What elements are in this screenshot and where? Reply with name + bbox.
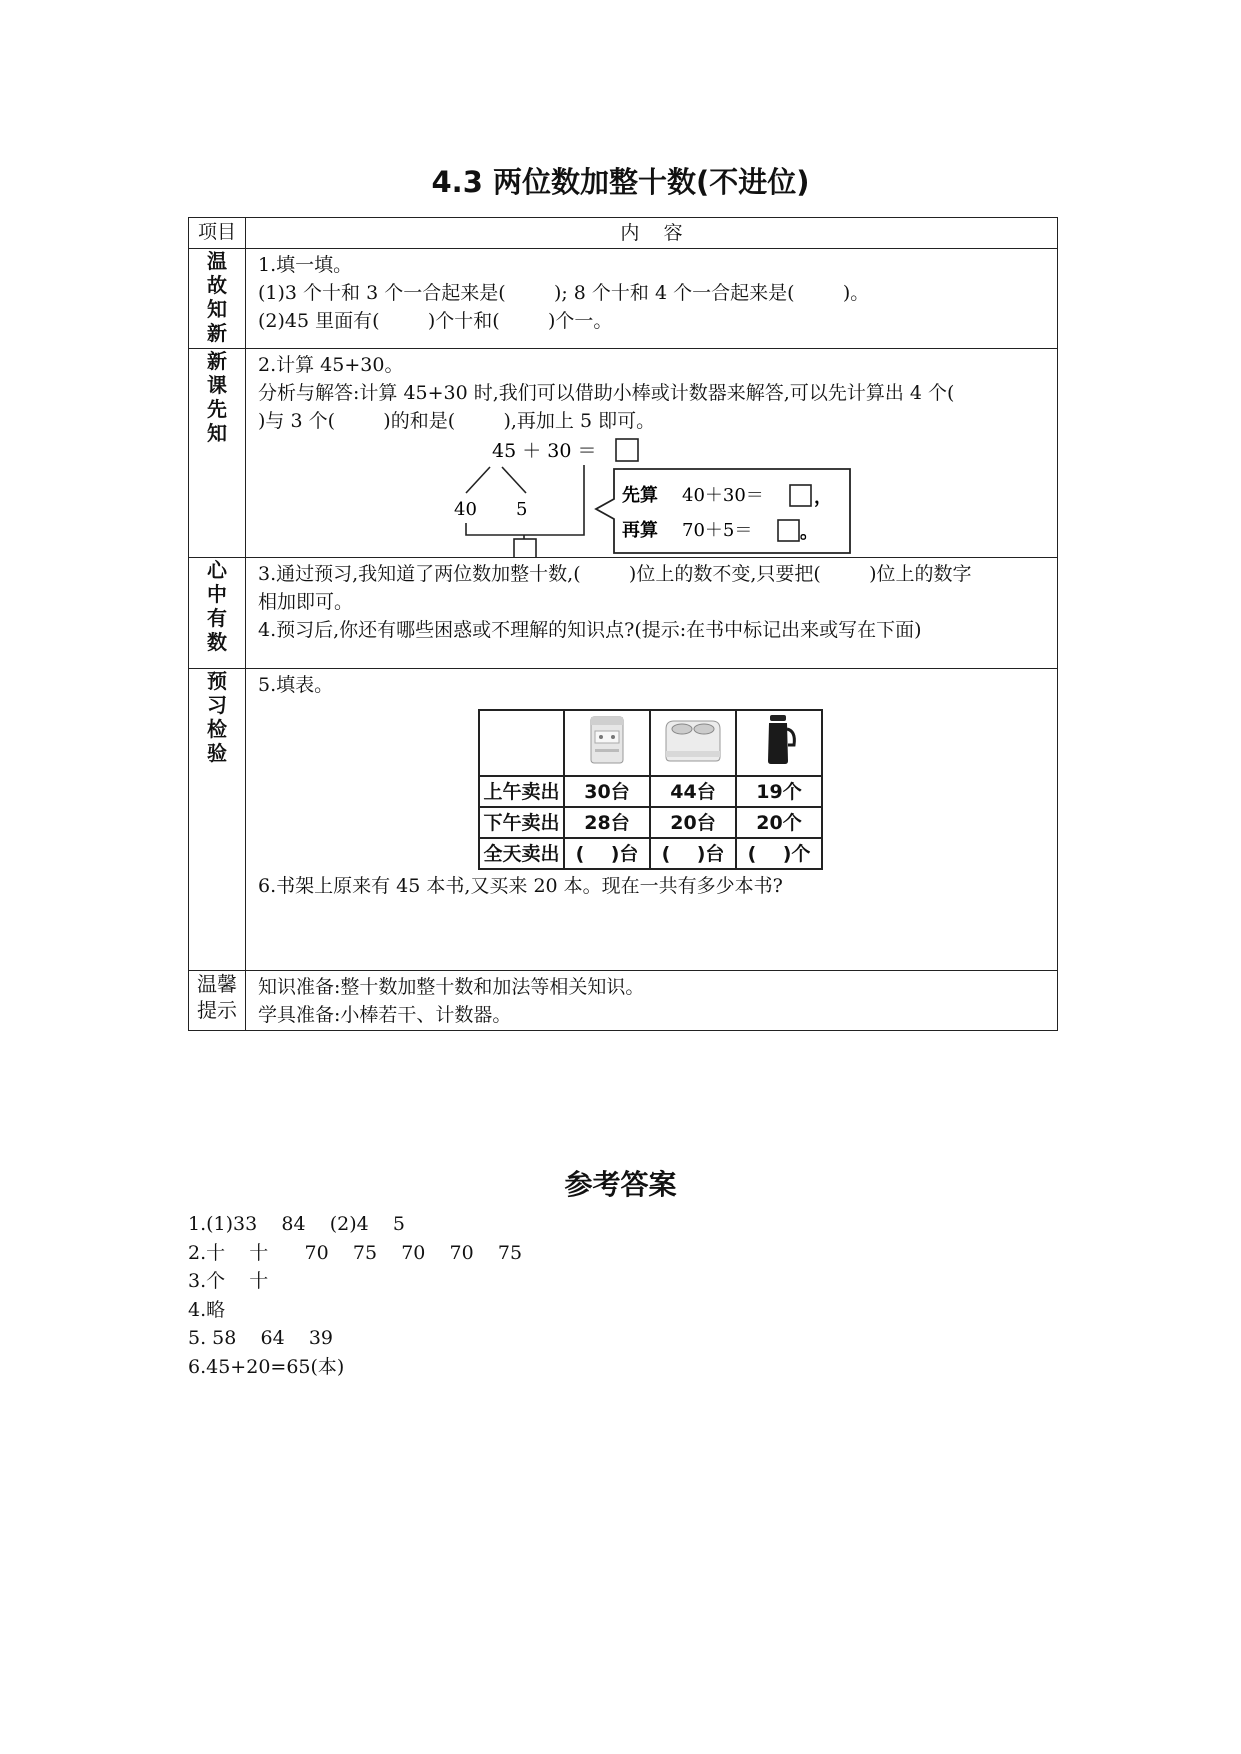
section-review — [189, 249, 1058, 349]
question-1-part-2: (2)45 里面有( )个十和( )个一。 — [258, 310, 613, 332]
question-2-analysis-2: )与 3 个( )的和是( ),再加上 5 即可。 — [258, 410, 656, 432]
result-box-icon — [514, 539, 536, 557]
section-newlesson — [189, 349, 1058, 558]
section-label-check: 预习检验 — [189, 669, 246, 971]
answer-6: 6.45+20=65(本) — [188, 1355, 345, 1378]
answer-3: 3.个 十 — [188, 1270, 269, 1292]
question-2-analysis-1: 分析与解答:计算 45+30 时,我们可以借助小棒或计数器来解答,可以先计算出 4 个( — [258, 382, 955, 404]
split-right-number: 5 — [516, 499, 528, 520]
section-tips — [189, 971, 1058, 1031]
addition-diagram — [258, 435, 1047, 557]
sales-table-image-row — [479, 710, 822, 776]
answer-2: 2.十 十 70 75 70 70 75 — [188, 1241, 523, 1264]
split-left-number: 40 — [454, 499, 477, 520]
section-content-newlesson — [246, 349, 1058, 558]
tip-tools: 学具准备:小棒若干、计数器。 — [258, 1004, 512, 1026]
answer-1: 1.(1)33 84 (2)4 5 — [188, 1213, 405, 1235]
question-2-title: 2.计算 45+30。 — [258, 354, 404, 376]
question-6: 6.书架上原来有 45 本书,又买来 20 本。现在一共有多少本书? — [258, 875, 783, 897]
thermos-icon — [736, 710, 822, 776]
bubble-label-2: 再算 — [622, 520, 658, 541]
tip-knowledge: 知识准备:整十数加整十数和加法等相关知识。 — [258, 976, 645, 998]
answers-list — [188, 1210, 522, 1381]
preview-table — [188, 217, 1058, 1031]
section-content-mind — [246, 558, 1058, 669]
section-label-review: 温故知新 — [189, 249, 246, 349]
diagram-equation: 45 ＋ 30 ＝ — [492, 440, 597, 462]
answer-box-icon — [616, 439, 638, 461]
sales-table — [478, 709, 823, 870]
section-label-mind: 心中有数 — [189, 558, 246, 669]
bubble-equation-1: 40＋30＝ — [682, 485, 764, 506]
bubble-label-1: 先算 — [622, 485, 658, 506]
table-header-row — [189, 218, 1058, 249]
section-mind — [189, 558, 1058, 669]
header-content: 内 容 — [246, 218, 1058, 249]
svg-text:，: ， — [814, 487, 832, 508]
bubble-equation-2: 70＋5＝ — [682, 520, 753, 541]
answer-4: 4.略 — [188, 1298, 226, 1321]
sales-row-total: 全天卖出 ( )台 ( )台 ( )个 — [479, 838, 822, 869]
answers-title: 参考答案 — [564, 1168, 677, 1201]
sales-row-morning: 上午卖出 30台 44台 19个 — [479, 776, 822, 807]
section-content-review — [246, 249, 1058, 349]
question-3-line-1: 3.通过预习,我知道了两位数加整十数,( )位上的数不变,只要把( )位上的数字 — [258, 563, 972, 585]
question-1-title: 1.填一填。 — [258, 254, 353, 276]
section-content-check — [246, 669, 1058, 971]
section-content-tips — [246, 971, 1058, 1031]
sales-row-afternoon: 下午卖出 28台 20台 20个 — [479, 807, 822, 838]
section-check — [189, 669, 1058, 971]
svg-text:。: 。 — [800, 522, 818, 543]
question-4: 4.预习后,你还有哪些困惑或不理解的知识点?(提示:在书中标记出来或写在下面) — [258, 619, 922, 641]
water-dispenser-icon — [564, 710, 650, 776]
section-label-tips: 温馨 提示 — [189, 971, 246, 1031]
section-label-newlesson: 新课先知 — [189, 349, 246, 558]
page-title: 4.3 两位数加整十数(不进位) — [431, 165, 810, 199]
question-3-line-2: 相加即可。 — [258, 591, 354, 613]
split-diagram-graphic — [258, 435, 1058, 557]
question-5-title: 5.填表。 — [258, 674, 334, 696]
header-item: 项目 — [189, 218, 246, 249]
answer-5: 5. 58 64 39 — [188, 1327, 334, 1349]
question-1-part-1: (1)3 个十和 3 个一合起来是( ); 8 个十和 4 个一合起来是( )。 — [258, 282, 870, 304]
washing-machine-icon — [650, 710, 736, 776]
